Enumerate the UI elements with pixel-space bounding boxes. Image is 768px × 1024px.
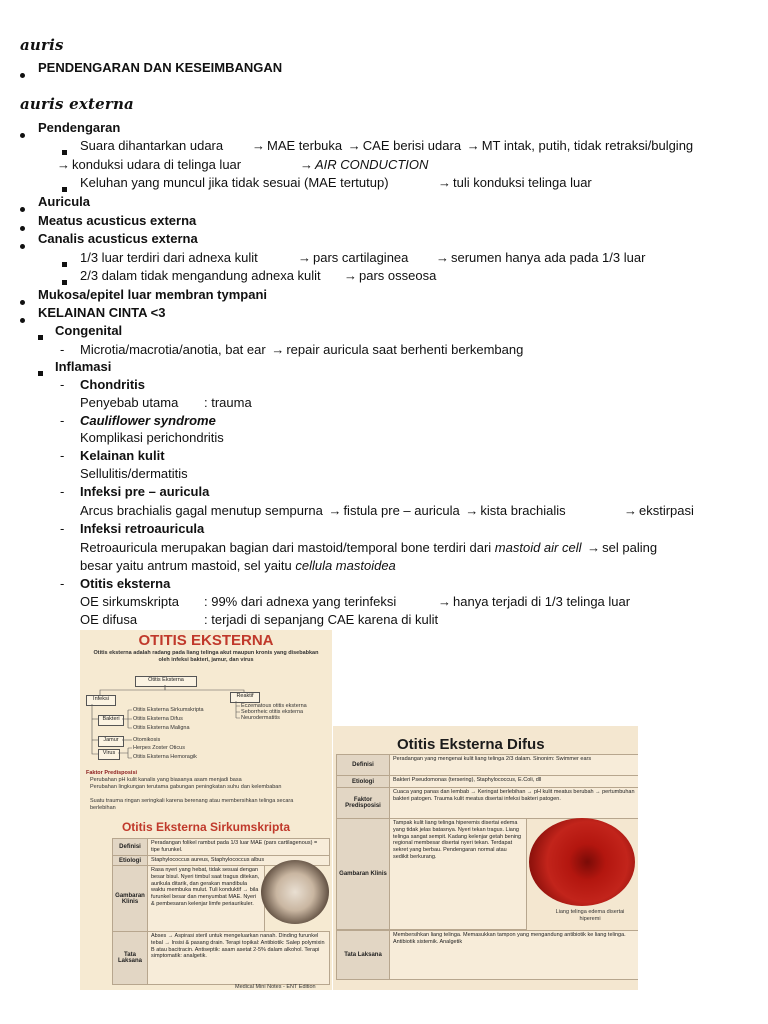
kelainan-title: KELAINAN CINTA <3: [38, 305, 166, 320]
img1-faktor-3: Suatu trauma ringan seringkali karena berenang atau membersihkan telinga secara berlebihan: [90, 798, 294, 811]
otitis-eksterna-difus-image: [333, 726, 638, 990]
infeksi-pre-a: Arcus brachialis gagal menutup sempurna → fistula pre – auricula → kista brachialis: [80, 503, 566, 518]
cauliflower: Cauliflower syndrome: [80, 413, 216, 428]
heading-auris: auris: [20, 36, 64, 54]
kelainan-kulit: Kelainan kulit: [80, 448, 165, 463]
bullet-dot: [20, 318, 25, 323]
img1-r-item-1: Eczematous otitis eksterna: [241, 703, 307, 709]
bullet-square: [62, 280, 67, 285]
img1-connectors: [80, 630, 332, 770]
img2-row-definisi-body: Peradangan yang mengenai kulit liang telinga 2/3 dalam. Sinonim: Swimmer ears: [389, 754, 638, 776]
infeksi-retro: Infeksi retroauricula: [80, 521, 205, 536]
img1-faktor-title: Faktor Predisposisi: [86, 770, 138, 776]
img1-root: Otitis Eksterna: [135, 676, 197, 687]
canalis-line2: 2/3 dalam tidak mengandung adnexa kulit: [80, 268, 321, 283]
bullet-square: [38, 371, 43, 376]
img1-virus-item-1: Herpes Zoster Oticus: [133, 745, 185, 751]
img1-jamur: Jamur: [98, 736, 124, 747]
dash: -: [60, 484, 65, 499]
img1-b-item-3: Otitis Eksterna Maligna: [133, 725, 190, 731]
img2-row-klinis-body: Tampak kulit liang telinga hiperemis disertai edema yang tidak jelas batasnya. Nyeri tekan tragus. Liang telinga sangat sempit. Kadang kelenjar getah bening regional membesar disertai nyeri tekan. Terdapat sekret yang berbau. Pendengaran normal atau sedikit berkurang.: [389, 818, 527, 930]
auricula: Auricula: [38, 194, 91, 209]
cauliflower-a: Komplikasi perichondritis: [80, 430, 224, 445]
img2-row-definisi-head: Definisi: [336, 754, 390, 776]
img2-row-faktor-head: Faktor Predisposisi: [336, 787, 390, 819]
img2-row-klinis-head: Gambaran Klinis: [336, 818, 390, 930]
img1-row-tata-head: Tata Laksana: [112, 931, 148, 985]
bullet-dot: [20, 207, 25, 212]
kongenital: Congenital: [55, 323, 123, 338]
bullet-square: [38, 335, 43, 340]
img1-virus: Virus: [98, 749, 120, 760]
oe1-c: → hanya terjadi di 1/3 telinga luar: [438, 594, 631, 609]
img2-row-faktor-body: Cuaca yang panas dan lembab → Keringat berlebihan → pH kulit meatus berubah → pertumbuhan bakteri patogen. Trauma kulit meatus disertai infeksi bakteri patogen.: [389, 787, 638, 819]
img1-title: OTITIS EKSTERNA: [138, 632, 274, 649]
bullet-dot: [20, 300, 25, 305]
infeksi-pre: Infeksi pre – auricula: [80, 484, 210, 499]
bullet-dot: [20, 66, 25, 81]
img1-ear-photo: [261, 860, 329, 924]
img1-row-klinis-head: Gambaran Klinis: [112, 865, 148, 932]
otitis: Otitis eksterna: [80, 576, 171, 591]
oe1-a: OE sirkumskripta: [80, 594, 179, 609]
img1-b-item-1: Otitis Eksterna Sirkumskripta: [133, 707, 204, 713]
otitis-eksterna-image: [80, 630, 332, 990]
dash: -: [60, 576, 65, 591]
bullet-square: [62, 187, 67, 192]
dash: -: [60, 521, 65, 536]
chondritis-a: Penyebab utama: [80, 395, 179, 410]
pendengaran-line2: Keluhan yang muncul jika tidak sesuai (MAE tertutup): [80, 175, 389, 190]
img1-row-definisi-head: Definisi: [112, 838, 148, 856]
oe1-b: : 99% dari adnexa yang terinfeksi: [204, 594, 397, 609]
canalis-line1: 1/3 luar terdiri dari adnexa kulit: [80, 250, 258, 265]
img1-intro: Otitis eksterna adalah radang pada liang telinga akut maupun kronis yang disebabkan oleh infeksi bakteri, jamur, dan virus: [93, 650, 319, 663]
bullet-dot: [20, 244, 25, 249]
canalis-line1-c: → serumen hanya ada pada 1/3 luar: [436, 250, 646, 265]
heading-auris-externa: auris externa: [20, 95, 134, 113]
img1-row-etiologi-head: Etiologi: [112, 855, 148, 866]
img1-row-tata-body: Abses → Aspirasi steril untuk mengeluarkan nanah. Dinding furunkel tebal → Insisi & pasang drain. Terapi topikal: Antibiotik: Salep polymixin B atau bacitracin. Antiseptik: asam asetat 2-5% dalam alkohol. Terapi simptomatik: analgetik.: [147, 931, 330, 985]
mukosa: Mukosa/epitel luar membran tympani: [38, 287, 268, 302]
bullet-dot: [20, 226, 25, 231]
img2-row-tata-head: Tata Laksana: [336, 930, 390, 980]
canalis-line1-b: → pars cartilaginea: [298, 250, 409, 265]
img1-row-klinis-body: Rasa nyeri yang hebat, tidak sesuai dengan besar bisul. Nyeri timbul saat tragus ditekan, aurikula ditarik, dan gerakan mandibula waktu membuka mulut. Tuli konduktif → bila furunkel besar dan menyumbat MAE. Nyeri & pembesaran kelenjar limfe periaurikuler.: [147, 865, 265, 932]
top-item: PENDENGARAN DAN KESEIMBANGAN: [38, 60, 283, 75]
img1-row-definisi-body: Peradangan folikel rambut pada 1/3 luar MAE (pars cartilagenous) = tipe furunkel.: [147, 838, 330, 856]
img1-footer: Medical Mini Notes - ENT Edition: [235, 984, 316, 990]
dash: -: [60, 448, 65, 463]
pendengaran-line1-c: → konduksi udara di telinga luar: [57, 157, 242, 172]
img1-virus-item-2: Otitis Eksterna Hemoragik: [133, 754, 197, 760]
bullet-dot: [20, 133, 25, 138]
img2-caption: Liang telinga edema disertai hiperemi: [555, 909, 625, 922]
img1-bakteri: Bakteri: [98, 715, 124, 726]
kelainan-kulit-a: Sellulitis/dermatitis: [80, 466, 188, 481]
dash: -: [60, 413, 65, 428]
canalis-line2-b: → pars osseosa: [344, 268, 437, 283]
oe2-b: : terjadi di sepanjang CAE karena di kulit: [204, 612, 439, 627]
img1-r-item-3: Neurodermatitis: [241, 715, 280, 721]
inflamasi: Inflamasi: [55, 359, 112, 374]
pendengaran-line1: Suara dihantarkan udara: [80, 138, 224, 153]
img1-sub-title: Otitis Eksterna Sirkumskripta: [121, 820, 291, 834]
img2-ear-photo: [529, 818, 635, 906]
pendengaran-title: Pendengaran: [38, 120, 121, 135]
dash: -: [60, 377, 65, 392]
img2-row-etiologi-head: Etiologi: [336, 775, 390, 788]
img1-reaktif: Reaktif: [230, 692, 260, 703]
pendengaran-line1-b: → MAE terbuka → CAE berisi udara → MT intak, putih, tidak retraksi/bulging: [252, 138, 694, 153]
img1-jamur-item: Otomikosis: [133, 737, 161, 743]
img2-row-tata-body: Membersihkan liang telinga. Memasukkan tampon yang mengandung antibiotik ke liang telinga. Antibiotik sistemik. Analgetik: [389, 930, 638, 980]
pendengaran-line2-b: → tuli konduksi telinga luar: [438, 175, 592, 190]
img2-row-etiologi-body: Bakteri Pseudomonas (tersering), Staphylococcus, E.Coli, dll: [389, 775, 638, 788]
oe2-a: OE difusa: [80, 612, 138, 627]
chondritis: Chondritis: [80, 377, 145, 392]
img1-infeksi: Infeksi: [86, 695, 116, 706]
bullet-square: [62, 150, 67, 155]
bullet-square: [62, 262, 67, 267]
img1-faktor-2: Perubahan lingkungan terutama gabungan peningkatan suhu dan kelembaban: [90, 784, 282, 790]
dash: -: [60, 342, 65, 357]
chondritis-b: : trauma: [204, 395, 252, 410]
pendengaran-air-conduction: → AIR CONDUCTION: [300, 157, 429, 172]
canalis-title: Canalis acusticus externa: [38, 231, 198, 246]
img2-title: Otitis Eksterna Difus: [397, 736, 545, 753]
infeksi-retro-b: besar yaitu antrum mastoid, sel yaitu cellula mastoidea: [80, 558, 396, 573]
img1-r-item-2: Seborrheic otitis eksterna: [241, 709, 304, 715]
infeksi-pre-d: → ekstirpasi: [624, 503, 694, 518]
img1-faktor-1: Perubahan pH kulit kanalis yang biasanya asam menjadi basa: [90, 777, 242, 783]
kongenital-item: Microtia/macrotia/anotia, bat ear → repair auricula saat berhenti berkembang: [80, 342, 524, 357]
meatus: Meatus acusticus externa: [38, 213, 197, 228]
img1-b-item-2: Otitis Eksterna Difus: [133, 716, 183, 722]
infeksi-retro-a: Retroauricula merupakan bagian dari mastoid/temporal bone terdiri dari mastoid air cell → sel paling: [80, 540, 658, 555]
img1-row-etiologi-body: Staphylococcus aureus, Staphylococcus albus: [147, 855, 330, 866]
